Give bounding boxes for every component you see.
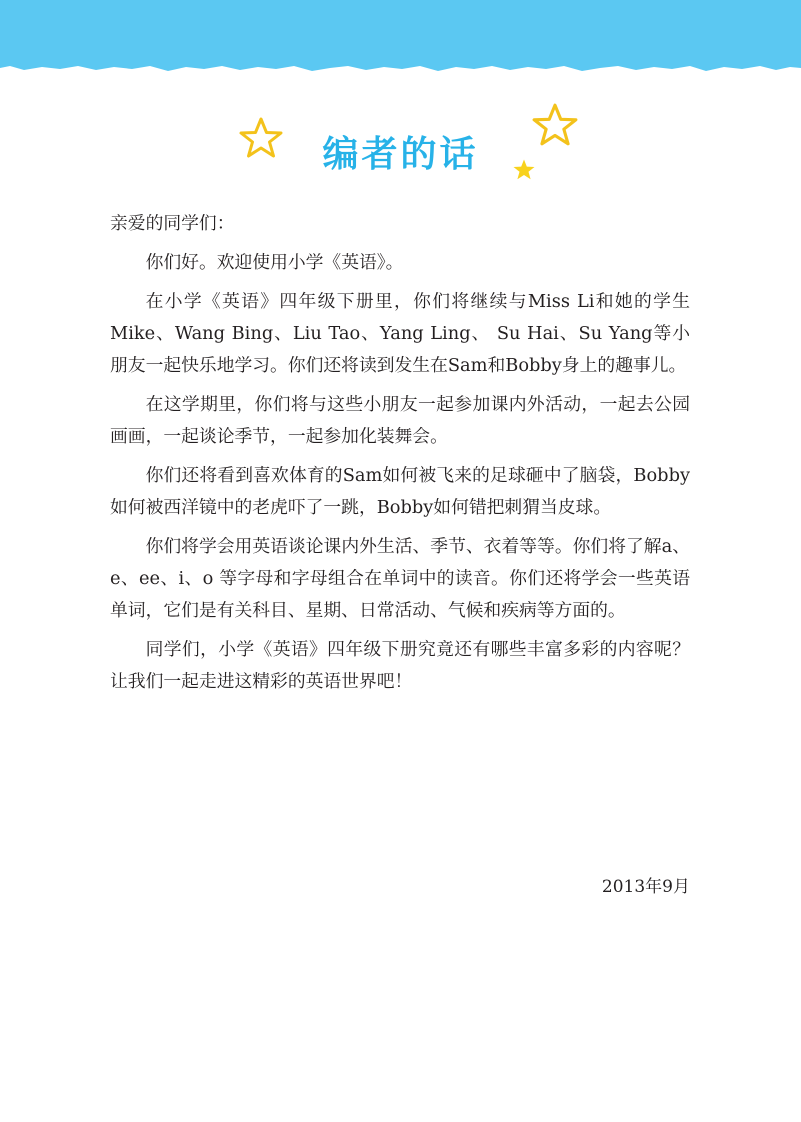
top-wave-banner (0, 0, 801, 80)
page-title: 编者的话 (322, 134, 479, 175)
salutation: 亲爱的同学们： (110, 213, 235, 234)
paragraph: 你们将学会用英语谈论课内外生活、季节、衣着等等。你们将了解a、e、ee、i、o 等字母和字母组合在单词中的读音。你们还将学会一些英语单词，它们是有关科目、星期、日常活动、气候和疾病等方面的。 (110, 536, 690, 621)
paragraph: 同学们，小学《英语》四年级下册究竟还有哪些丰富多彩的内容呢？让我们一起走进这精彩的英语世界吧！ (110, 639, 690, 692)
paragraph: 在这学期里，你们将与这些小朋友一起参加课内外活动，一起去公园画画，一起谈论季节，一起参加化装舞会。 (110, 394, 690, 447)
date: 2013年9月 (601, 877, 690, 897)
paragraph: 你们还将看到喜欢体育的Sam如何被飞来的足球砸中了脑袋，Bobby如何被西洋镜中的老虎吓了一跳，Bobby如何错把刺猬当皮球。 (110, 465, 690, 518)
foreword-body (110, 208, 690, 705)
paragraph: 在小学《英语》四年级下册里，你们将继续与Miss Li和她的学生Mike、Wang Bing、Liu Tao、Yang Ling、 Su Hai、Su Yang等小朋友一起快乐地学习。你们还将读到发生在Sam和Bobby身上的趣事儿。 (110, 291, 690, 376)
paragraph: 你们好。欢迎使用小学《英语》。 (145, 252, 404, 273)
